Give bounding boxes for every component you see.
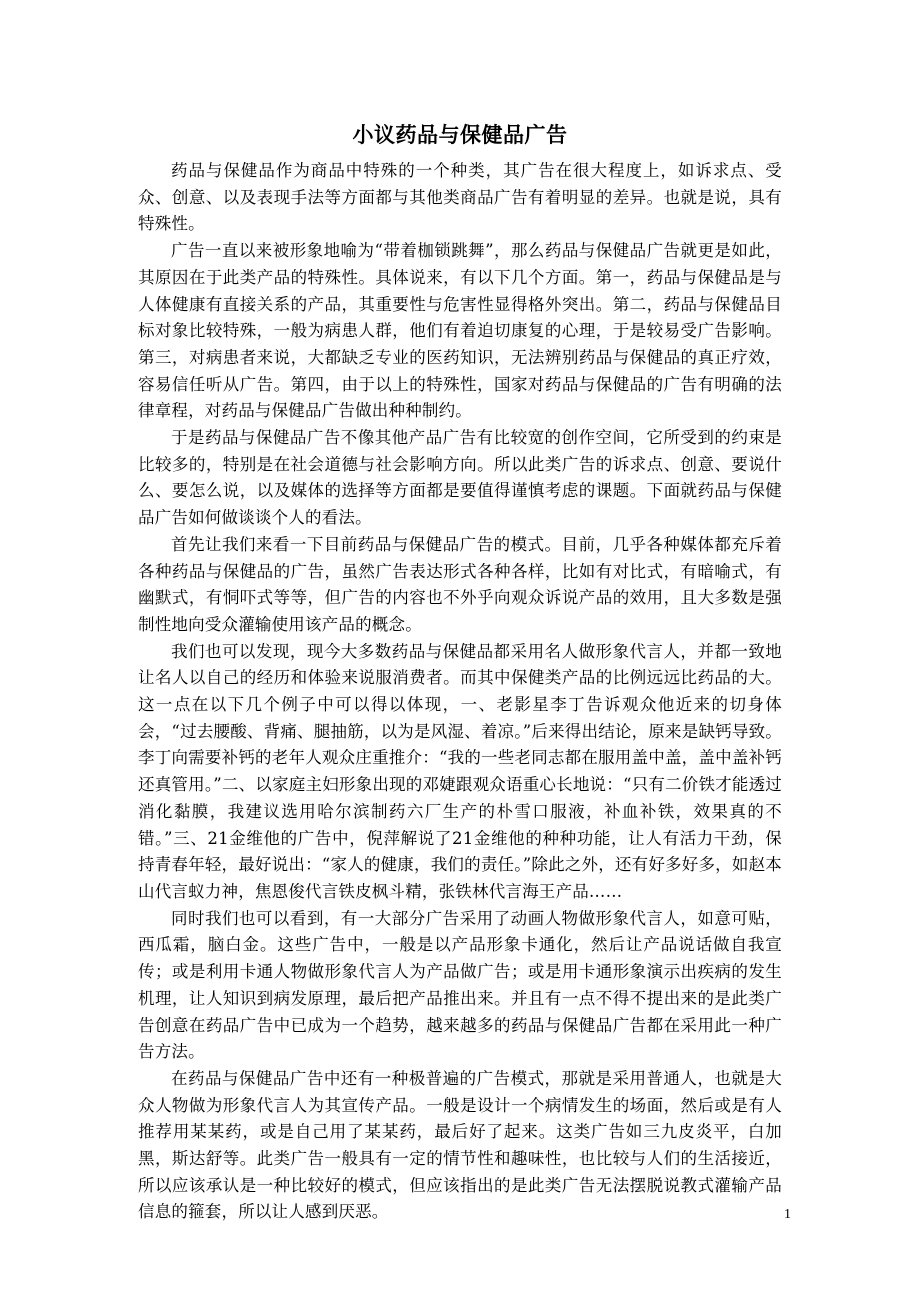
page-number: 1 bbox=[784, 1207, 791, 1222]
paragraph-2: 广告一直以来被形象地喻为“带着枷锁跳舞”，那么药品与保健品广告就更是如此，其原因在于此类产品的特殊性。具体说来，有以下几个方面。第一，药品与保健品是与人体健康有直接关系的产品，其重要性与危害性显得格外突出。第二，药品与保健品目标对象比较特殊，一般为病患人群，他们有着迫切康复的心理，于是较易受广告影响。第三，对病患者来说，大都缺乏专业的医药知识，无法辨别药品与保健品的真正疗效，容易信任听从广告。第四，由于以上的特殊性，国家对药品与保健品的广告有明确的法律章程，对药品与保健品广告做出种种制约。 bbox=[138, 241, 782, 421]
paragraph-5: 我们也可以发现，现今大多数药品与保健品都采用名人做形象代言人，并都一致地让名人以自己的经历和体验来说服消费者。而其中保健类产品的比例远远比药品的大。这一点在以下几个例子中可以得以体现，一、老影星李丁告诉观众他近来的切身体会，“过去腰酸、背痛、腿抽筋，以为是风湿、着凉。”后来得出结论，原来是缺钙导致。李丁向需要补钙的老年人观众庄重推介：“我的一些老同志都在服用盖中盖，盖中盖补钙还真管用。”二、以家庭主妇形象出现的邓婕跟观众语重心长地说：“只有二价铁才能透过消化黏膜，我建议选用哈尔滨制药六厂生产的朴雪口服液，补血补铁，效果真的不错。”三、21金维他的广告中，倪萍解说了21金维他的种种功能，让人有活力干劲，保持青春年轻，最好说出：“家人的健康，我们的责任。”除此之外，还有好多好多，如赵本山代言蚁力神，焦恩俊代言铁皮枫斗精，张铁林代言海王产品…… bbox=[138, 641, 782, 901]
document-body bbox=[138, 158, 782, 1226]
paragraph-7: 在药品与保健品广告中还有一种极普遍的广告模式，那就是采用普通人，也就是大众人物做为形象代言人为其宣传产品。一般是设计一个病情发生的场面，然后或是有人推荐用某某药，或是自己用了某某药，最后好了起来。这类广告如三九皮炎平，白加黑，斯达舒等。此类广告一般具有一定的情节性和趣味性，也比较与人们的生活接近，所以应该承认是一种比较好的模式，但应该指出的是此类广告无法摆脱说教式灌输产品信息的箍套，所以让人感到厌恶。 bbox=[138, 1068, 782, 1222]
paragraph-6: 同时我们也可以看到，有一大部分广告采用了动画人物做形象代言人，如意可贴，西瓜霜，脑白金。这些广告中，一般是以产品形象卡通化，然后让产品说话做自我宣传；或是利用卡通人物做形象代言人为产品做广告；或是用卡通形象演示出疾病的发生机理，让人知识到病发原理，最后把产品推出来。并且有一点不得不提出来的是此类广告创意在药品广告中已成为一个趋势，越来越多的药品与保健品广告都在采用此一种广告方法。 bbox=[138, 908, 782, 1062]
paragraph-3: 于是药品与保健品广告不像其他产品广告有比较宽的创作空间，它所受到的约束是比较多的，特别是在社会道德与社会影响方向。所以此类广告的诉求点、创意、要说什么、要怎么说，以及媒体的选择等方面都是要值得谨慎考虑的课题。下面就药品与保健品广告如何做谈谈个人的看法。 bbox=[138, 428, 782, 528]
paragraph-1: 药品与保健品作为商品中特殊的一个种类，其广告在很大程度上，如诉求点、受众、创意、以及表现手法等方面都与其他类商品广告有着明显的差异。也就是说，具有特殊性。 bbox=[138, 161, 782, 234]
document-title: 小议药品与保健品广告 bbox=[352, 123, 568, 147]
paragraph-4: 首先让我们来看一下目前药品与保健品广告的模式。目前，几乎各种媒体都充斥着各种药品与保健品的广告，虽然广告表达形式各种各样，比如有对比式，有暗喻式，有幽默式，有恫吓式等等，但广告的内容也不外乎向观众诉说产品的效用，且大多数是强制性地向受众灌输使用该产品的概念。 bbox=[138, 534, 782, 634]
